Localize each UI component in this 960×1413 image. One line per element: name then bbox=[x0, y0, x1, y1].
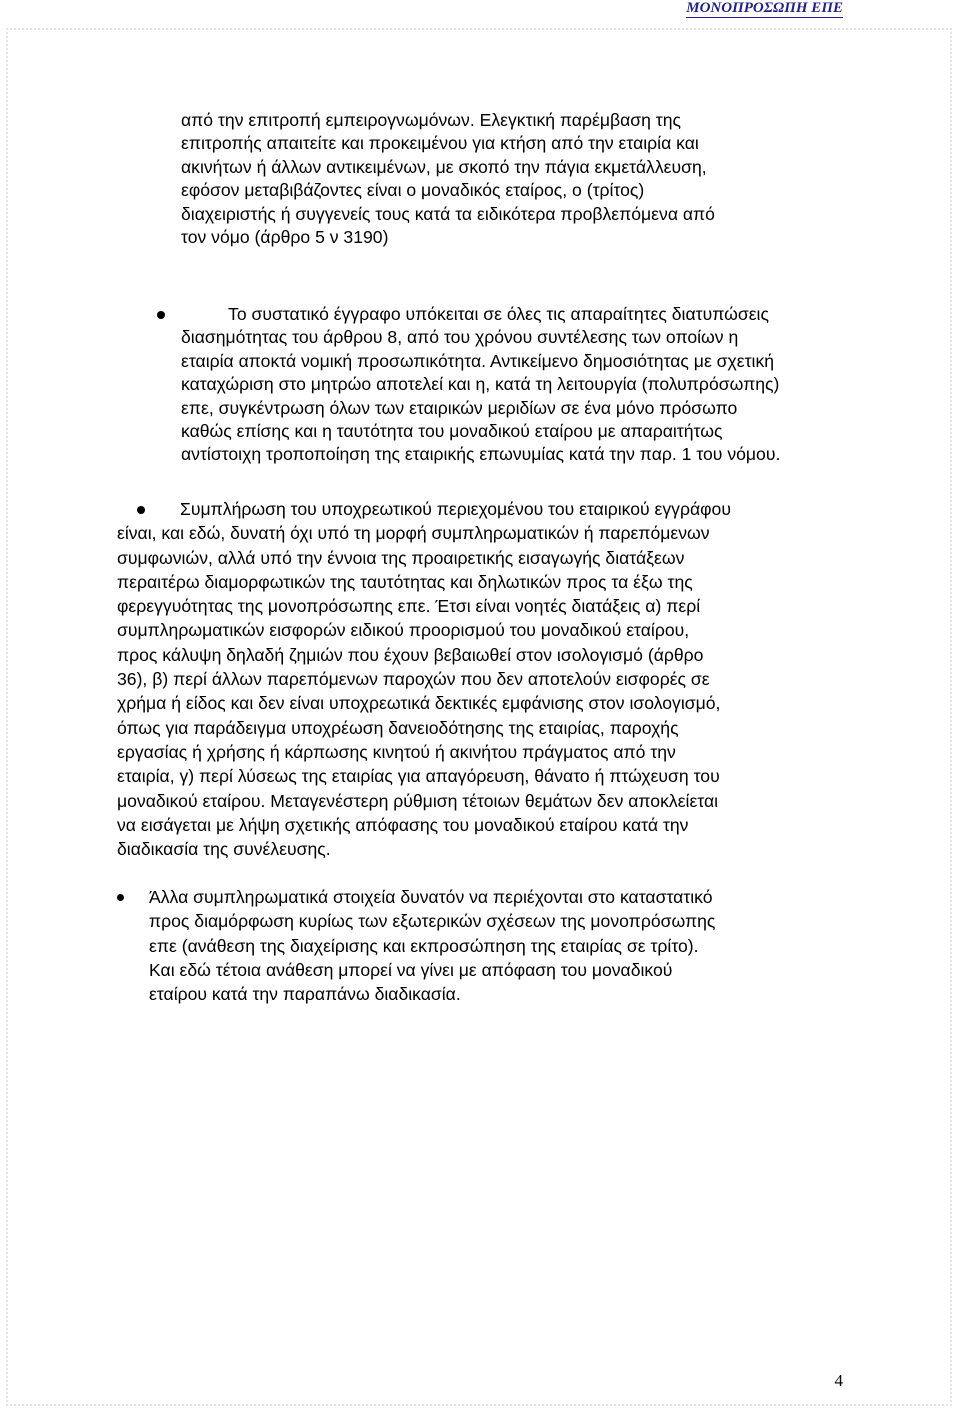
text-line: χρήμα ή είδος και δεν είναι υποχρεωτικά δεκτικές εμφάνισης στον ισολογισμό, bbox=[117, 693, 721, 714]
text-line: καταχώριση στο μητρώο αποτελεί και η, κατά τη λειτουργία (πολυπρόσωπης) bbox=[181, 374, 780, 395]
bullet-icon bbox=[157, 311, 165, 319]
text-line: ακινήτων ή άλλων αντικειμένων, με σκοπό την πάγια εκμετάλλευση, bbox=[181, 156, 707, 177]
text-line: Το συστατικό έγγραφο υπόκειται σε όλες τις απαραίτητες διατυπώσεις bbox=[228, 304, 769, 324]
text-line: διαδικασία της συνέλευσης. bbox=[117, 839, 331, 860]
text-line: συμπληρωματικών εισφορών ειδικού προορισμού του μοναδικού εταίρου, bbox=[117, 620, 690, 641]
text-line: όπως για παράδειγμα υποχρέωση δανειοδότησης της εταιρίας, παροχής bbox=[117, 717, 679, 738]
text-line: εφόσον μεταβιβάζοντες είναι ο μοναδικός εταίρος, ο (τρίτος) bbox=[181, 180, 645, 201]
text-line: είναι, και εδώ, δυνατή όχι υπό τη μορφή συμπληρωματικών ή παρεπόμενων bbox=[117, 523, 710, 544]
text-line: φερεγγυότητας της μονοπρόσωπης επε. Έτσι είναι νοητές διατάξεις α) περί bbox=[117, 596, 701, 617]
text-line: αντίστοιχη τροποποίηση της εταιρικής επωνυμίας κατά την παρ. 1 του νόμου. bbox=[181, 444, 781, 465]
intro-paragraph bbox=[181, 109, 715, 249]
text-line: προς κάλυψη δηλαδή ζημιών που έχουν βεβαιωθεί στον ισολογισμό (άρθρο bbox=[117, 644, 704, 665]
text-line: εταίρου κατά την παραπάνω διαδικασία. bbox=[149, 984, 461, 1005]
text-line: επε (ανάθεση της διαχείρισης και εκπροσώπηση της εταιρίας σε τρίτο). bbox=[149, 935, 699, 956]
text-line: συμφωνιών, αλλά υπό την έννοια της προαιρετικής εισαγωγής διατάξεων bbox=[117, 547, 685, 568]
text-line: εταιρία, γ) περί λύσεως της εταιρίας για απαγόρευση, θάνατο ή πτώχευση του bbox=[117, 766, 720, 787]
text-line: μοναδικού εταίρου. Μεταγενέστερη ρύθμιση τέτοιων θεμάτων δεν αποκλείεται bbox=[117, 790, 719, 811]
text-line: 36), β) περί άλλων παρεπόμενων παροχών που δεν αποτελούν εισφορές σε bbox=[117, 669, 710, 690]
text-line: τον νόμο (άρθρο 5 ν 3190) bbox=[181, 227, 389, 248]
text-line: Συμπλήρωση του υποχρεωτικού περιεχομένου του εταιρικού εγγράφου bbox=[180, 499, 731, 519]
bullet-icon bbox=[117, 894, 124, 901]
text-line: διασημότητας του άρθρου 8, από του χρόνου συντέλεσης των οποίων η bbox=[181, 327, 739, 348]
text-line: από την επιτροπή εμπειρογνωμόνων. Ελεγκτική παρέμβαση της bbox=[181, 110, 682, 130]
text-line: καθώς επίσης και η ταυτότητα του μοναδικού εταίρου με απαραιτήτως bbox=[181, 421, 723, 442]
bullet-paragraph-registration bbox=[181, 303, 780, 467]
text-line: Άλλα συμπληρωματικά στοιχεία δυνατόν να περιέχονται στο καταστατικό bbox=[149, 887, 713, 907]
bullet-paragraph-supplementary-content bbox=[117, 497, 731, 861]
page-number: 4 bbox=[834, 1371, 843, 1390]
text-line: διαχειριστής ή συγγενείς τους κατά τα ειδικότερα προβλεπόμενα από bbox=[181, 203, 715, 224]
running-header: ΜΟΝΟΠΡΟΣΩΠΗ ΕΠΕ bbox=[686, 0, 843, 16]
text-line: επε, συγκέντρωση όλων των εταιρικών μεριδίων σε ένα μόνο πρόσωπο bbox=[181, 397, 738, 418]
text-line: Και εδώ τέτοια ανάθεση μπορεί να γίνει με απόφαση του μοναδικού bbox=[149, 959, 673, 980]
text-line: να εισάγεται με λήψη σχετικής απόφασης του μοναδικού εταίρου κατά την bbox=[117, 814, 689, 835]
text-line: περαιτέρω διαμορφωτικών της ταυτότητας και δηλωτικών προς τα έξω της bbox=[117, 571, 693, 592]
text-line: προς διαμόρφωση κυρίως των εξωτερικών σχέσεων της μονοπρόσωπης bbox=[149, 911, 716, 932]
bullet-paragraph-external-relations bbox=[149, 885, 715, 1006]
text-line: εργασίας ή χρήσης ή κάρπωσης κινητού ή ακινήτου πράγματος από την bbox=[117, 741, 676, 762]
text-line: επιτροπής απαιτείτε και προκειμένου για κτήση από την εταιρία και bbox=[181, 133, 699, 154]
text-line: εταιρία αποκτά νομική προσωπικότητα. Αντικείμενο δημοσιότητας με σχετική bbox=[181, 350, 775, 371]
